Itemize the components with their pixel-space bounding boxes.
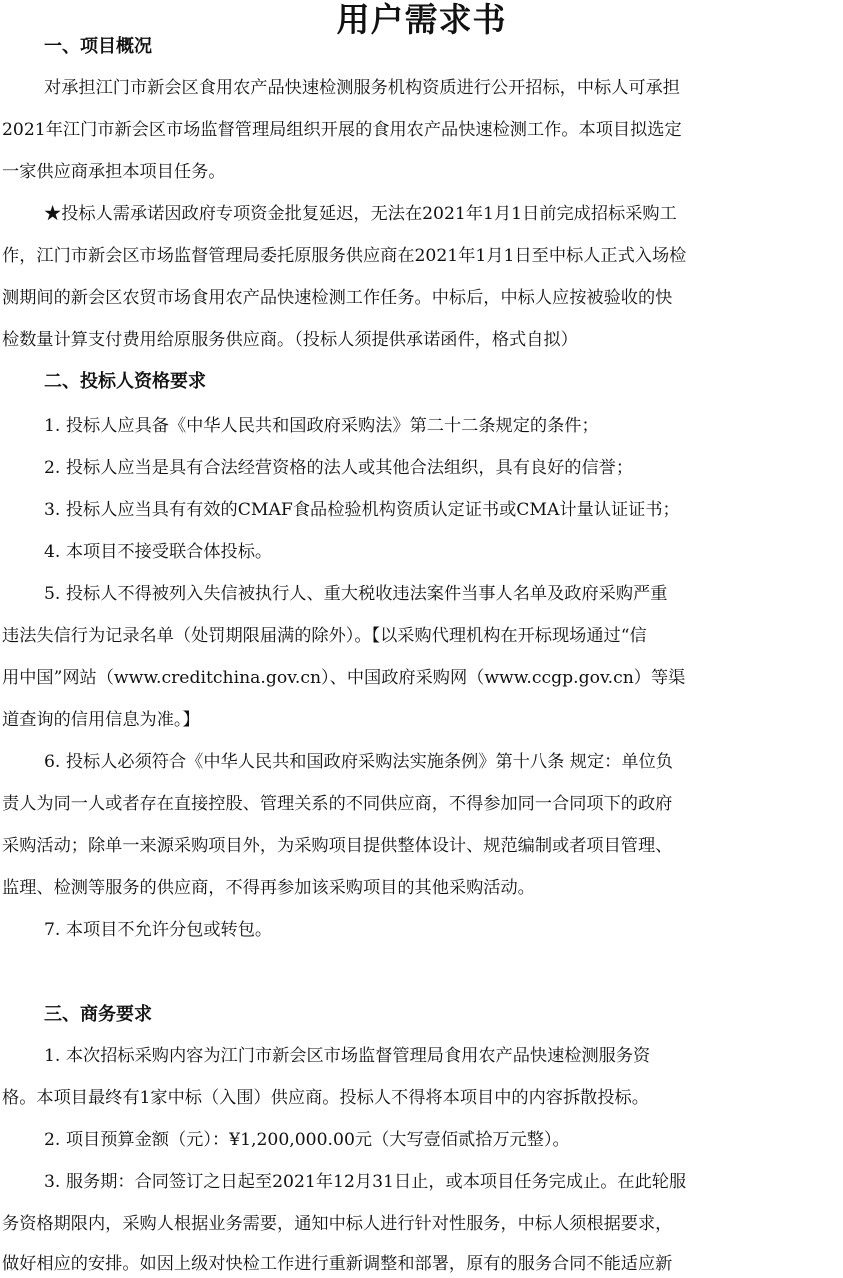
commitment-paragraph-line: ★投标人需承诺因政府专项资金批复延迟，无法在2021年1月1日前完成招标采购工 [44,204,677,224]
qualification-item-6-line: 责人为同一人或者存在直接控股、管理关系的不同供应商，不得参加同一合同项下的政府 [2,794,673,814]
qualification-item-1: 1. 投标人应具备《中华人民共和国政府采购法》第二十二条规定的条件； [44,416,599,436]
document-title: 用户需求书 [336,0,507,39]
commitment-paragraph-line: 作，江门市新会区市场监督管理局委托原服务供应商在2021年1月1日至中标人正式入场检 [2,246,687,266]
qualification-item-7: 7. 本项目不允许分包或转包。 [44,920,273,940]
qualification-item-5-line: 道查询的信用信息为准。】 [2,710,200,730]
business-item-3-line: 做好相应的安排。如因上级对快检工作进行重新调整和部署，原有的服务合同不能适应新 [2,1254,673,1274]
overview-paragraph-line: 一家供应商承担本项目任务。 [2,162,226,182]
section-heading-overview: 一、项目概况 [44,36,152,57]
business-item-3-line: 务资格期限内，采购人根据业务需要，通知中标人进行针对性服务，中标人须根据要求， [2,1214,673,1234]
section-heading-qualifications: 二、投标人资格要求 [44,371,206,392]
qualification-item-6-line: 6. 投标人必须符合《中华人民共和国政府采购法实施条例》第十八条 规定：单位负 [44,752,673,772]
qualification-item-3: 3. 投标人应当具有有效的CMAF食品检验机构资质认定证书或CMA计量认证证书； [44,500,680,520]
qualification-item-5-line: 5. 投标人不得被列入失信被执行人、重大税收违法案件当事人名单及政府采购严重 [44,584,668,604]
section-heading-business: 三、商务要求 [44,1004,152,1025]
commitment-paragraph-line: 测期间的新会区农贸市场食用农产品快速检测工作任务。中标后，中标人应按被验收的快 [2,288,673,308]
qualification-item-2: 2. 投标人应当是具有合法经营资格的法人或其他合法组织，具有良好的信誉； [44,458,634,478]
business-item-3-line: 3. 服务期：合同签订之日起至2021年12月31日止，或本项目任务完成止。在此轮服 [44,1172,687,1192]
qualification-item-5-line: 用中国”网站（www.creditchina.gov.cn）、中国政府采购网（www.ccgp.gov.cn）等渠 [2,668,686,688]
overview-paragraph-line: 2021年江门市新会区市场监督管理局组织开展的食用农产品快速检测工作。本项目拟选定 [2,120,682,140]
business-item-1-line: 1. 本次招标采购内容为江门市新会区市场监督管理局食用农产品快速检测服务资 [44,1046,651,1066]
business-item-2: 2. 项目预算金额（元）：¥1,200,000.00元（大写壹佰贰拾万元整）。 [44,1130,570,1150]
qualification-item-6-line: 采购活动；除单一来源采购项目外，为采购项目提供整体设计、规范编制或者项目管理、 [2,836,673,856]
qualification-item-5-line: 违法失信行为记录名单（处罚期限届满的除外）。【以采购代理机构在开标现场通过“信 [2,626,647,646]
qualification-item-4: 4. 本项目不接受联合体投标。 [44,542,273,562]
qualification-item-6-line: 监理、检测等服务的供应商，不得再参加该采购项目的其他采购活动。 [2,878,535,898]
business-item-1-line: 格。本项目最终有1家中标（入围）供应商。投标人不得将本项目中的内容拆散投标。 [2,1088,649,1108]
overview-paragraph-line: 对承担江门市新会区食用农产品快速检测服务机构资质进行公开招标，中标人可承担 [44,78,680,98]
commitment-paragraph-line: 检数量计算支付费用给原服务供应商。（投标人须提供承诺函件，格式自拟） [2,330,578,350]
